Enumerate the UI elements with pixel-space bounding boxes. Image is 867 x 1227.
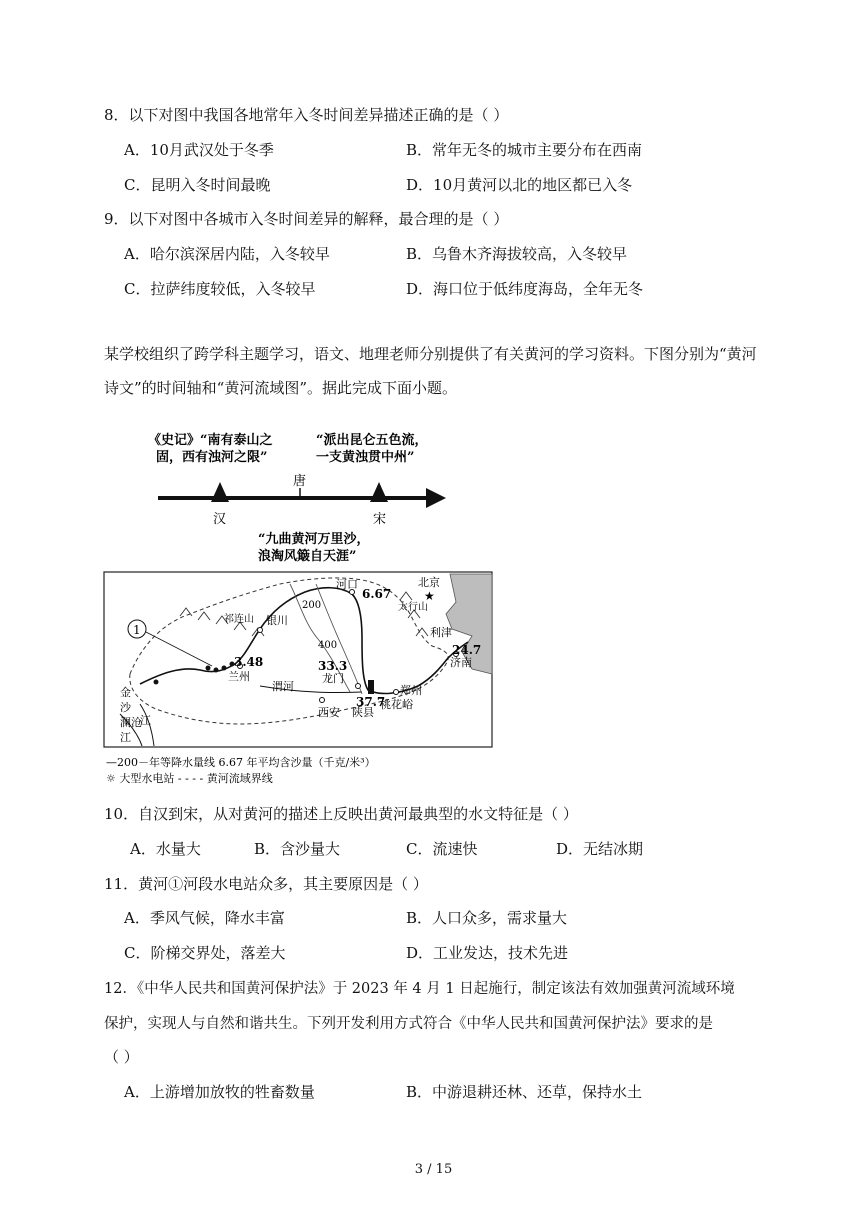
label-sha: 沙 [120, 701, 131, 714]
beijing-star: ★ [424, 589, 435, 603]
question-8-option-a: A．10月武汉处于冬季 [124, 141, 274, 159]
question-9-option-a: A．哈尔滨深居内陆，入冬较早 [124, 245, 330, 263]
sediment-lijin: 24.7 [452, 643, 482, 657]
label-jin: 金 [120, 686, 131, 699]
question-8-option-c: C．昆明入冬时间最晚 [124, 176, 271, 194]
question-12-option-b: B．中游退耕还林、还草，保持水土 [406, 1083, 643, 1101]
river-section-1-label: 1 [133, 623, 141, 637]
question-10-option-d: D．无结冰期 [556, 840, 644, 858]
label-taohuayu: 桃花峪 [380, 698, 413, 711]
sediment-hekou: 6.67 [362, 587, 392, 601]
question-10-option-c: C．流速快 [406, 840, 478, 858]
legend-line-2: ☼ 大型水电站 - - - - 黄河流域界线 [106, 772, 273, 784]
label-jinan: 济南 [450, 656, 472, 669]
label-hekou: 河口 [336, 578, 358, 591]
label-shanxian: 陕县 [352, 706, 374, 719]
question-10-option-b: B．含沙量大 [254, 840, 341, 858]
label-longmen: 龙门 [322, 672, 344, 685]
question-8-option-b: B．常年无冬的城市主要分布在西南 [406, 141, 643, 159]
question-8-stem: 8．以下对图中我国各地常年入冬时间差异描述正确的是（ ） [104, 106, 509, 124]
quote-shiji-line2: 固，西有浊河之限” [156, 450, 268, 465]
label-xian: 西安 [318, 706, 340, 719]
label-taihang: 太行山 [398, 602, 428, 613]
timeline-arrowhead [426, 488, 446, 508]
label-qilian: 祁连山 [224, 614, 254, 625]
question-9-option-d: D．海口位于低纬度海岛，全年无冬 [406, 280, 644, 298]
question-9-option-c: C．拉萨纬度较低，入冬较早 [124, 280, 316, 298]
question-9-stem: 9．以下对图中各城市入冬时间差异的解释，最合理的是（ ） [104, 210, 509, 228]
label-weihe: 渭河 [272, 680, 294, 693]
label-zhengzhou: 郑州 [400, 684, 422, 697]
sediment-shanxian: 37.7 [356, 695, 386, 709]
label-yinchuan: 银川 [266, 614, 288, 627]
label-lanzhou: 兰州 [228, 670, 250, 683]
intro-paragraph: 某学校组织了跨学科主题学习，语文、地理老师分别提供了有关黄河的学习资料。下图分别为“黄河诗文”的时间轴和“黄河流域图”。据此完成下面小题。 [104, 345, 757, 397]
label-jiang: 江 [120, 731, 131, 744]
question-12-stem-line3: （ ） [104, 1048, 139, 1066]
question-12-option-a: A．上游增加放牧的牲畜数量 [124, 1083, 315, 1101]
sediment-lanzhou: 3.48 [234, 655, 264, 669]
quote-shiji-line1: 《史记》“南有泰山之 [148, 433, 273, 448]
question-10-option-a: A．水量大 [130, 840, 201, 858]
label-jiang-2: 江 [140, 714, 151, 727]
label-isohyet-400: 400 [318, 640, 338, 651]
label-lijin: 利津 [430, 626, 452, 639]
era-han-label: 汉 [213, 512, 227, 527]
figure-svg [100, 424, 500, 784]
question-11-option-b: B．人口众多，需求量大 [406, 909, 568, 927]
era-song-label: 宋 [373, 512, 387, 527]
label-beijing: 北京 [418, 576, 440, 589]
quote-tang-line2: 一支黄浊贯中州” [316, 450, 415, 465]
question-11-option-d: D．工业发达，技术先进 [406, 944, 569, 962]
question-11-stem: 11．黄河①河段水电站众多，其主要原因是（ ） [104, 875, 428, 893]
question-9-option-b: B．乌鲁木齐海拔较高，入冬较早 [406, 245, 628, 263]
question-11-option-a: A．季风气候，降水丰富 [124, 909, 285, 927]
label-isohyet-200: 200 [302, 600, 322, 611]
yellow-river-figure [100, 424, 500, 784]
question-12-stem-line2: 保护，实现人与自然和谐共生。下列开发利用方式符合《中华人民共和国黄河保护法》要求的是 [104, 1016, 713, 1032]
quote-song-line1: “九曲黄河万里沙， [258, 532, 370, 547]
timeline-song-marker [370, 482, 388, 502]
quote-tang-line1: “派出昆仑五色流， [316, 433, 428, 448]
timeline-han-marker [211, 482, 229, 502]
page-number: 3 / 15 [414, 1162, 453, 1177]
question-10-stem: 10．自汉到宋，从对黄河的描述上反映出黄河最典型的水文特征是（ ） [104, 805, 578, 823]
sediment-longmen: 33.3 [318, 659, 348, 673]
sanmenxia-dam [368, 680, 374, 694]
era-tang-label: 唐 [293, 474, 307, 489]
label-lancang: 澜沧 [120, 716, 142, 729]
quote-song-line2: 浪淘风簸自天涯” [258, 549, 357, 564]
question-12-stem-line1: 12．《中华人民共和国黄河保护法》于 2023 年 4 月 1 日起施行，制定该法有效加强黄河流域环境 [104, 981, 735, 997]
question-11-option-c: C．阶梯交界处，落差大 [124, 944, 286, 962]
legend-line-1: —200－年等降水量线 6.67 年平均含沙量（千克/米³） [106, 756, 376, 769]
question-8-option-d: D．10月黄河以北的地区都已入冬 [406, 176, 633, 194]
